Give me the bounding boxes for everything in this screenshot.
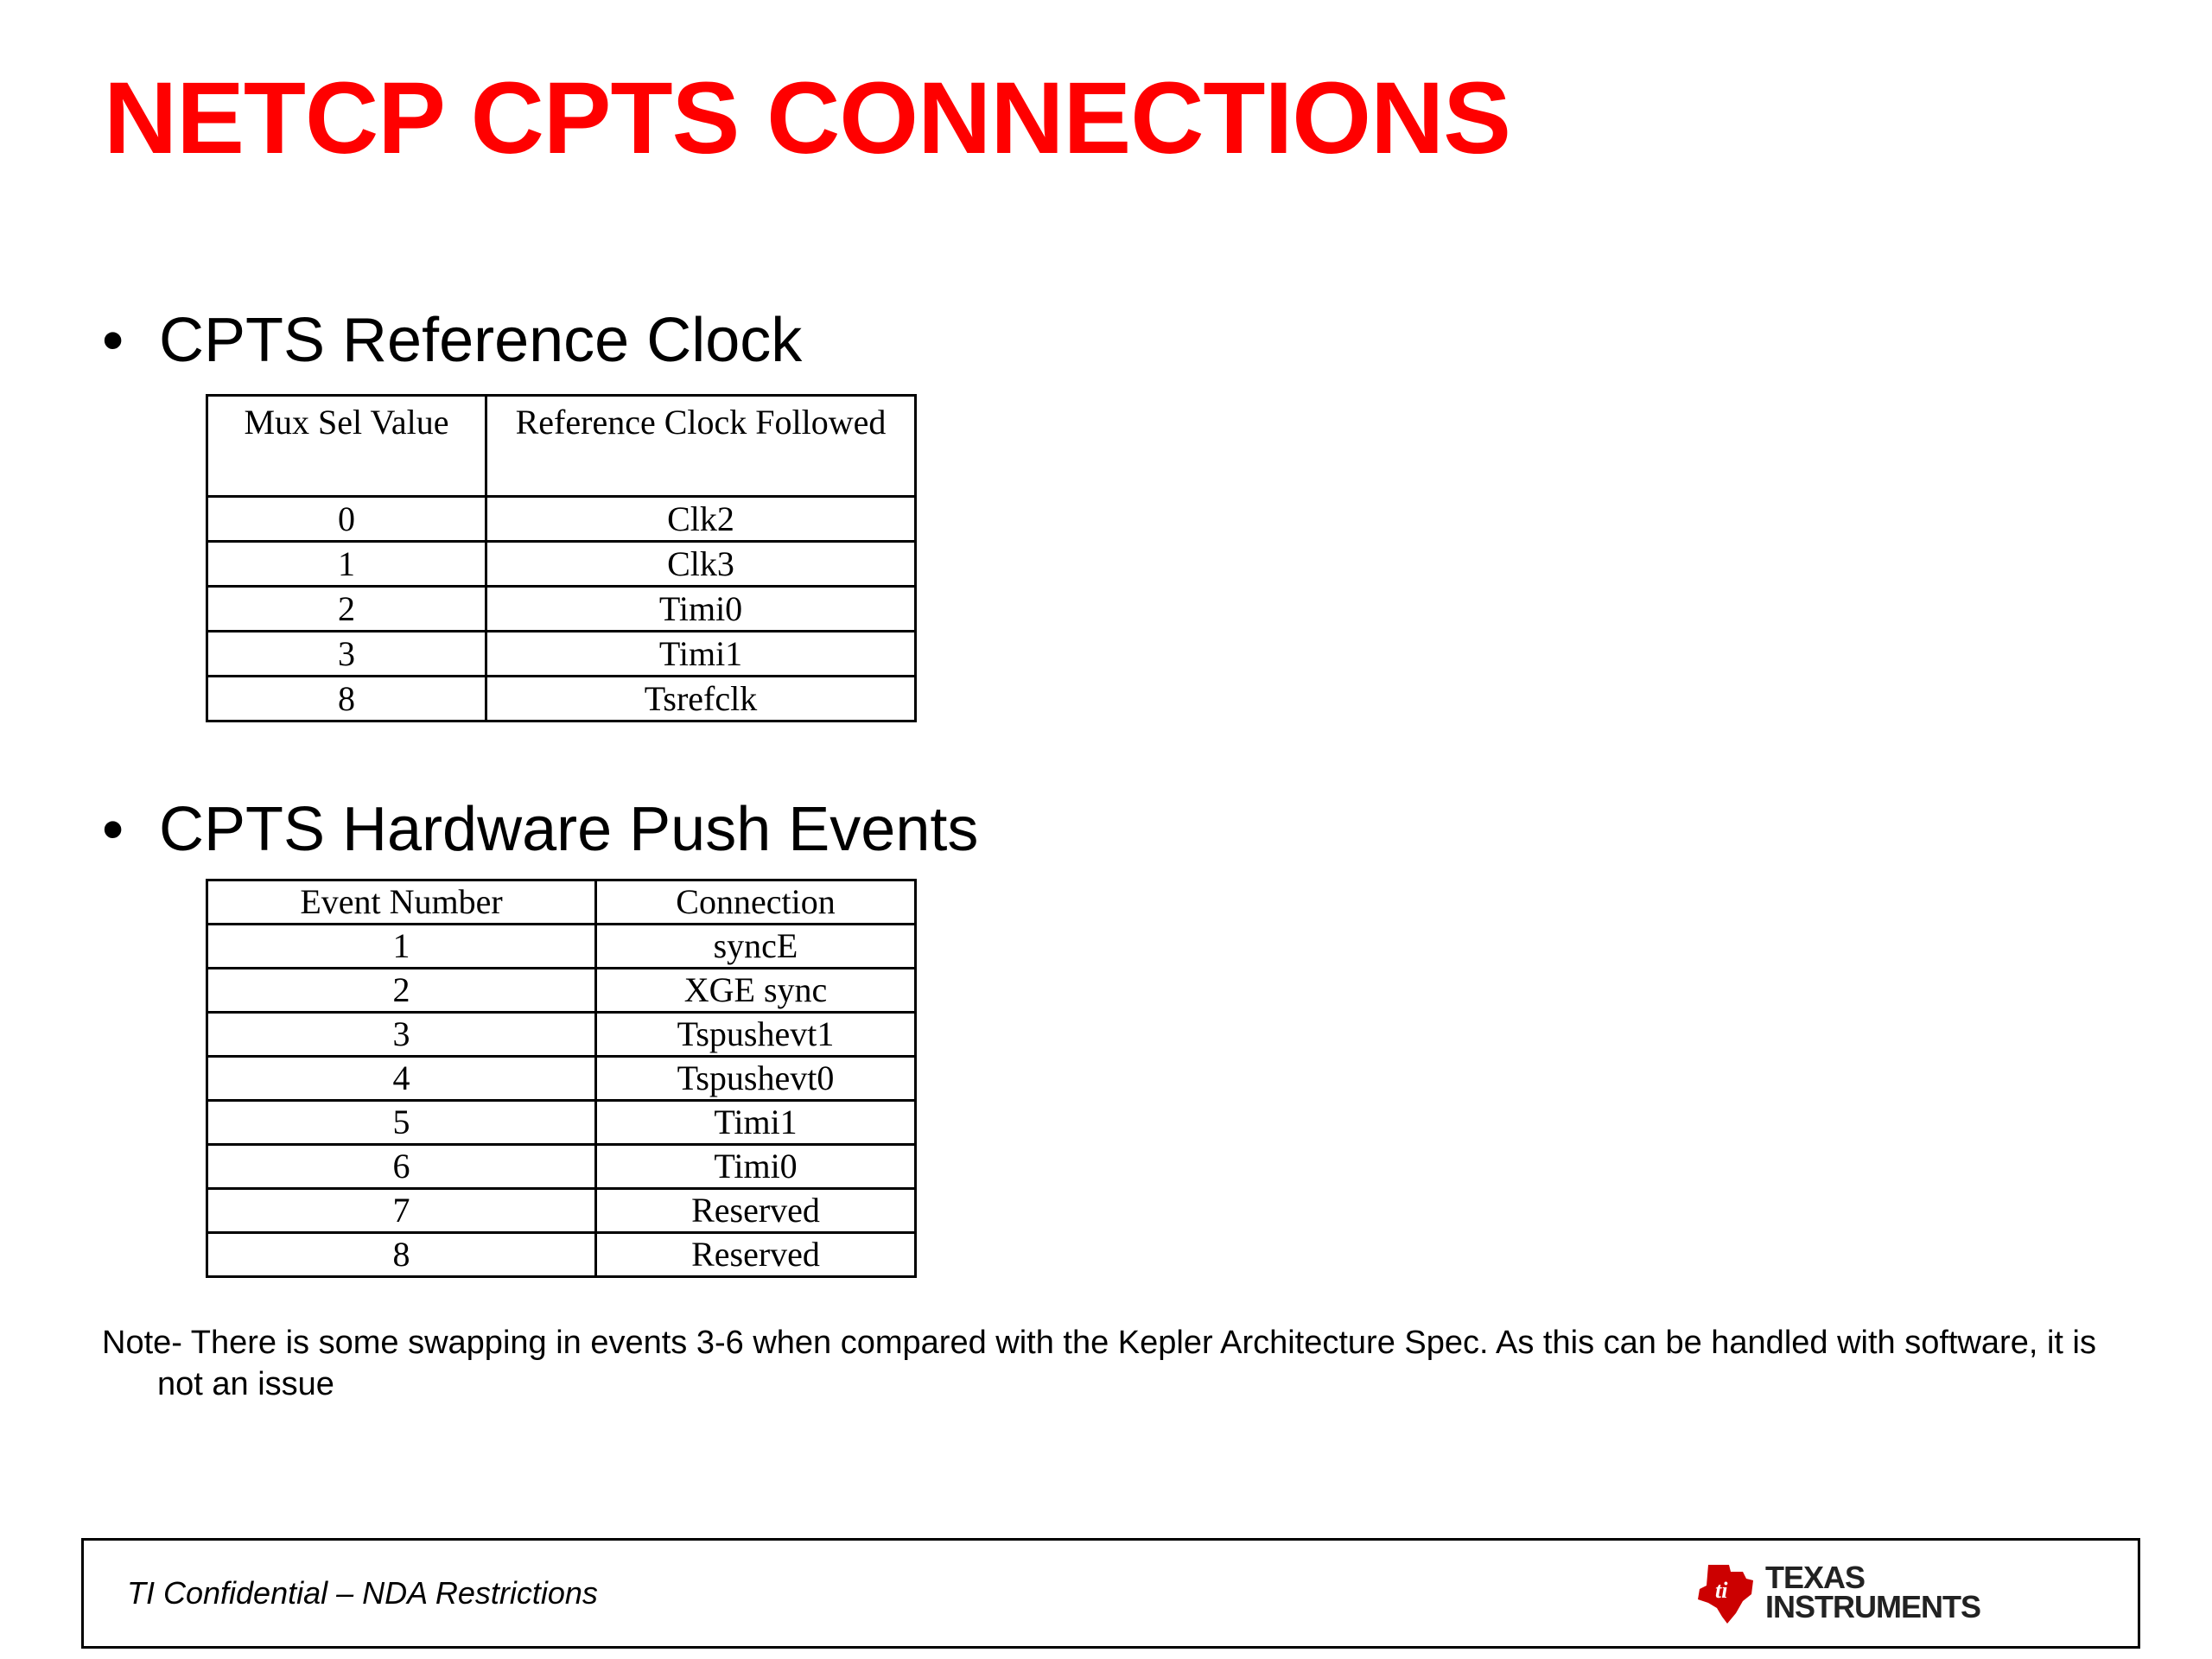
table-cell: 8 bbox=[207, 1233, 596, 1277]
logo-line-1: TEXAS bbox=[1765, 1560, 1866, 1595]
column-header: Connection bbox=[596, 880, 916, 925]
section-heading-push-events bbox=[102, 795, 979, 864]
table-row bbox=[207, 677, 916, 721]
table-cell: Clk3 bbox=[486, 542, 916, 587]
table-cell: Timi1 bbox=[486, 632, 916, 677]
table-cell: Tspushevt1 bbox=[596, 1013, 916, 1057]
table-row bbox=[207, 587, 916, 632]
note-text: Note- There is some swapping in events 3-6 when compared with the Kepler Architecture Spec. As this can be handled with software, it is not an issue bbox=[102, 1325, 2096, 1402]
table-cell: Timi0 bbox=[486, 587, 916, 632]
table-row bbox=[207, 969, 916, 1013]
logo-line-2: INSTRUMENTS bbox=[1765, 1589, 1980, 1624]
table-cell: 3 bbox=[207, 632, 486, 677]
section-heading-text: CPTS Reference Clock bbox=[159, 306, 803, 375]
section-heading-reference-clock bbox=[102, 306, 803, 375]
table-row bbox=[207, 542, 916, 587]
table-row bbox=[207, 497, 916, 542]
column-header: Reference Clock Followed bbox=[486, 396, 916, 497]
page-title: NETCP CPTS CONNECTIONS bbox=[104, 61, 1510, 175]
push-events-table bbox=[206, 879, 917, 1278]
table-cell: 8 bbox=[207, 677, 486, 721]
confidential-label: TI Confidential – NDA Restrictions bbox=[127, 1575, 598, 1611]
table-row bbox=[207, 1013, 916, 1057]
table-cell: Timi0 bbox=[596, 1145, 916, 1189]
table-header-row bbox=[207, 880, 916, 925]
table-row bbox=[207, 1101, 916, 1145]
table-row bbox=[207, 1189, 916, 1233]
table-cell: 6 bbox=[207, 1145, 596, 1189]
table-cell: Reserved bbox=[596, 1233, 916, 1277]
table-row bbox=[207, 632, 916, 677]
table-cell: 1 bbox=[207, 542, 486, 587]
table-row bbox=[207, 925, 916, 969]
table-header-row bbox=[207, 396, 916, 497]
svg-text:ti: ti bbox=[1715, 1578, 1728, 1603]
ti-logo bbox=[1691, 1560, 1985, 1629]
table-cell: Tspushevt0 bbox=[596, 1057, 916, 1101]
table-cell: XGE sync bbox=[596, 969, 916, 1013]
table-row bbox=[207, 1145, 916, 1189]
table-cell: Tsrefclk bbox=[486, 677, 916, 721]
table-row bbox=[207, 1057, 916, 1101]
table-cell: 7 bbox=[207, 1189, 596, 1233]
section-heading-text: CPTS Hardware Push Events bbox=[159, 795, 979, 864]
table-cell: syncE bbox=[596, 925, 916, 969]
table-cell: 1 bbox=[207, 925, 596, 969]
bullet-icon: • bbox=[102, 306, 124, 375]
table-cell: 4 bbox=[207, 1057, 596, 1101]
table-cell: 0 bbox=[207, 497, 486, 542]
footer bbox=[81, 1538, 2140, 1649]
table-cell: Clk2 bbox=[486, 497, 916, 542]
column-header: Mux Sel Value bbox=[207, 396, 486, 497]
table-cell: Timi1 bbox=[596, 1101, 916, 1145]
table-row bbox=[207, 1233, 916, 1277]
table-cell: 3 bbox=[207, 1013, 596, 1057]
table-cell: Reserved bbox=[596, 1189, 916, 1233]
column-header: Event Number bbox=[207, 880, 596, 925]
table-cell: 5 bbox=[207, 1101, 596, 1145]
reference-clock-table bbox=[206, 394, 917, 722]
table-cell: 2 bbox=[207, 587, 486, 632]
table-cell: 2 bbox=[207, 969, 596, 1013]
ti-logo-icon bbox=[1691, 1560, 1760, 1629]
bullet-icon: • bbox=[102, 795, 124, 864]
ti-logo-wordmark bbox=[1765, 1560, 1980, 1624]
